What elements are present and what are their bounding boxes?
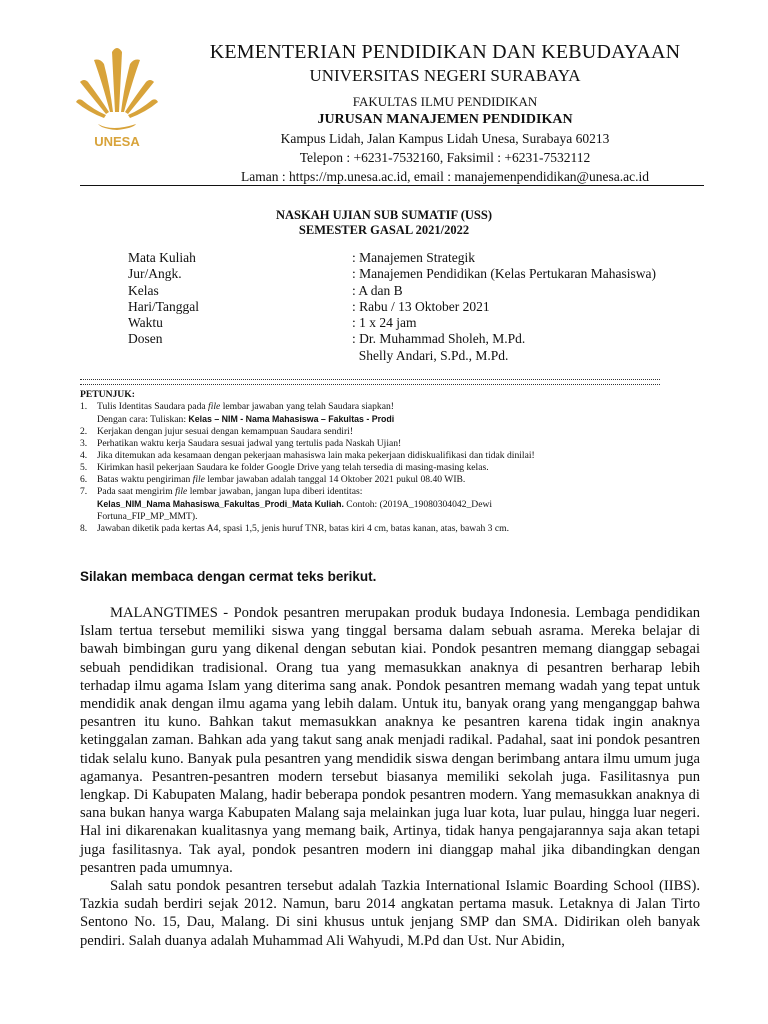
instruction-text — [97, 498, 700, 511]
instruction-text: Kerjakan dengan jujur sesuai dengan kemampuan Saudara sendiri! — [97, 426, 354, 437]
letterhead-divider — [80, 185, 704, 186]
address: Kampus Lidah, Jalan Kampus Lidah Unesa, Surabaya 60213 — [280, 131, 610, 146]
info-row — [128, 348, 656, 364]
instruction-number: 6. — [80, 474, 88, 485]
text-part: lembar jawaban adalah tanggal 14 Oktober 2021 pukul 08.40 WIB. — [204, 474, 466, 485]
info-value: : A dan B — [352, 282, 403, 298]
letterhead — [150, 40, 740, 186]
instruction-item — [80, 486, 700, 498]
ministry-name: KEMENTERIAN PENDIDIKAN DAN KEBUDAYAAN — [209, 41, 681, 63]
reading-prompt: Silakan membaca dengan cermat teks berikut. — [80, 569, 377, 584]
info-row — [128, 283, 656, 299]
info-label: Hari/Tanggal — [128, 298, 200, 314]
text-part: Contoh: (2019A_19080304042_Dewi — [343, 499, 493, 510]
text-part: Kelas – NIM - Nama Mahasiswa – Fakultas - Prodi — [188, 414, 395, 424]
instruction-text: Jika ditemukan ada kesamaan dengan pekerjaan mahasiswa lain maka pekerjaan didiskualifikasi dan tidak dinilai! — [97, 450, 535, 461]
instruction-subline — [80, 413, 700, 426]
info-label: Dosen — [128, 331, 163, 347]
instructions — [80, 389, 700, 535]
unesa-logo — [72, 42, 162, 152]
text-part: Pada saat mengirim — [97, 486, 176, 497]
info-row — [128, 299, 656, 315]
text-part: file — [175, 486, 188, 497]
text-part: Batas waktu pengiriman — [97, 474, 193, 485]
exam-name: NASKAH UJIAN SUB SUMATIF (USS) — [276, 208, 492, 222]
info-value: : Manajemen Pendidikan (Kelas Pertukaran Mahasiswa) — [352, 266, 657, 282]
info-label: Jur/Angk. — [128, 266, 182, 282]
website-email: Laman : https://mp.unesa.ac.id, email : manajemenpendidikan@unesa.ac.id — [241, 169, 649, 184]
instruction-number: 3. — [80, 438, 88, 449]
instruction-number: 5. — [80, 462, 88, 473]
instruction-subline — [80, 511, 700, 523]
exam-title — [0, 208, 768, 238]
instruction-text — [97, 486, 700, 498]
info-row — [128, 266, 656, 282]
instruction-text — [97, 401, 700, 413]
info-row — [128, 250, 656, 266]
text-part: file — [208, 401, 221, 412]
info-label: Waktu — [128, 315, 163, 331]
info-row — [128, 315, 656, 331]
instruction-item — [80, 401, 700, 413]
info-label: Mata Kuliah — [128, 250, 196, 265]
text-part: lembar jawaban yang telah Saudara siapkan! — [220, 401, 394, 412]
instruction-text — [97, 474, 700, 486]
info-label: Kelas — [128, 282, 159, 298]
instruction-text — [97, 413, 700, 426]
instruction-text: Jawaban diketik pada kertas A4, spasi 1,5, jenis huruf TNR, batas kiri 4 cm, batas kanan, atas, bawah 3 cm. — [97, 523, 509, 534]
instruction-number: 4. — [80, 450, 88, 461]
instruction-subline — [80, 498, 700, 511]
article-text — [80, 604, 700, 950]
logo-text: UNESA — [94, 134, 140, 149]
department-name: JURUSAN MANAJEMEN PENDIDIKAN — [317, 112, 573, 127]
instruction-text: Fortuna_FIP_MP_MMT). — [97, 511, 198, 522]
instruction-item — [80, 426, 700, 438]
faculty-name: FAKULTAS ILMU PENDIDIKAN — [352, 94, 538, 109]
text-part: Dengan cara: Tuliskan: — [97, 414, 189, 425]
unesa-flame-icon — [72, 42, 162, 152]
article-paragraph: MALANGTIMES - Pondok pesantren merupakan produk budaya Indonesia. Lembaga pendidikan Islam tertua tersebut memiliki siswa yang tinggal bersama dalam sebuah asrama. Mereka belajar di bawah bimbingan guru yang dikenal dengan sebutan kiai. Pondok pesantren memang dianggap sebagai sebuah pendidikan tradisional. Orang tua yang memasukkan anaknya di pesantren berharap lebih terhadap ilmu agama Islam yang diterima sang anak. Pondok pesantren memang wadah yang tepat untuk mendidik anak dengan ilmu agama yang lebih dalam. Untuk itu, banyak orang yang menganggap bahwa pesantren itu kuno. Bahkan takut memasukkan anaknya ke pesantren karena tidak ingin anaknya ketinggalan zaman. Bahkan ada yang takut sang anak menjadi radikal. Padahal, saat ini pondok pesantren tidak selalu kuno. Banyak pula pesantren yang mendidik siswa dengan berimbang antara ilmu umum juga agamanya. Pesantren-pesantren modern tersebut biasanya memiliki sekolah juga. Fasilitasnya pun lengkap. Di Kabupaten Malang, hadir beberapa pondok pesantren modern. Yang memasukkan anaknya di sana bukan hanya warga Kabupaten Malang saja melainkan juga luar kota, luar pulau, hingga luar negeri. Hal ini dikarenakan kualitasnya yang memang baik, Artinya, tidak hanya pengajarannya saja akan tetapi juga fasilitasnya. Tak ayal, pondok pesantren modern ini dianggap mahal jika dibandingkan dengan pesantren pada umumnya. — [80, 605, 700, 876]
instruction-item — [80, 462, 700, 474]
instruction-number: 1. — [80, 401, 88, 412]
instruction-number: 2. — [80, 426, 88, 437]
info-label — [128, 348, 352, 364]
dotted-divider — [80, 379, 660, 385]
info-value: : Rabu / 13 Oktober 2021 — [352, 298, 490, 314]
instruction-number: 8. — [80, 523, 88, 534]
info-value: : 1 x 24 jam — [352, 315, 417, 331]
instruction-text: Kirimkan hasil pekerjaan Saudara ke folder Google Drive yang telah tersedia di masing-masing kelas. — [97, 462, 489, 473]
instruction-item — [80, 474, 700, 486]
info-value: : Manajemen Strategik — [352, 250, 475, 265]
info-value: : Dr. Muhammad Sholeh, M.Pd. — [352, 331, 526, 347]
text-part: Tulis Identitas Saudara pada — [97, 401, 209, 412]
info-row — [128, 331, 656, 347]
info-value: Shelly Andari, S.Pd., M.Pd. — [352, 347, 509, 363]
exam-semester: SEMESTER GASAL 2021/2022 — [298, 223, 470, 237]
instructions-heading: PETUNJUK: — [80, 389, 135, 400]
text-part: lembar jawaban, jangan lupa diberi identitas: — [187, 486, 363, 497]
instruction-item — [80, 523, 700, 535]
university-name: UNIVERSITAS NEGERI SURABAYA — [309, 66, 581, 85]
instruction-number: 7. — [80, 486, 88, 497]
phone-fax: Telepon : +6231-7532160, Faksimil : +6231-7532112 — [299, 150, 591, 165]
instruction-item — [80, 450, 700, 462]
text-part: file — [192, 474, 205, 485]
instruction-text: Perhatikan waktu kerja Saudara sesuai jadwal yang tertulis pada Naskah Ujian! — [97, 438, 402, 449]
article-paragraph: Salah satu pondok pesantren tersebut adalah Tazkia International Islamic Boarding School (IIBS). Tazkia sudah berdiri sejak 2012. Namun, baru 2014 angkatan pertama masuk. Letaknya di Jalan Tirto Sentono No. 15, Dau, Malang. Di sini khusus untuk jenjang SMP dan SMA. Didirikan oleh banyak pendiri. Salah duanya adalah Muhammad Ali Wahyudi, M.Pd dan Ust. Nur Abidin, — [80, 878, 700, 949]
course-info — [128, 250, 656, 364]
text-part: Kelas_NIM_Nama Mahasiswa_Fakultas_Prodi_Mata Kuliah. — [97, 499, 344, 509]
instruction-item — [80, 438, 700, 450]
